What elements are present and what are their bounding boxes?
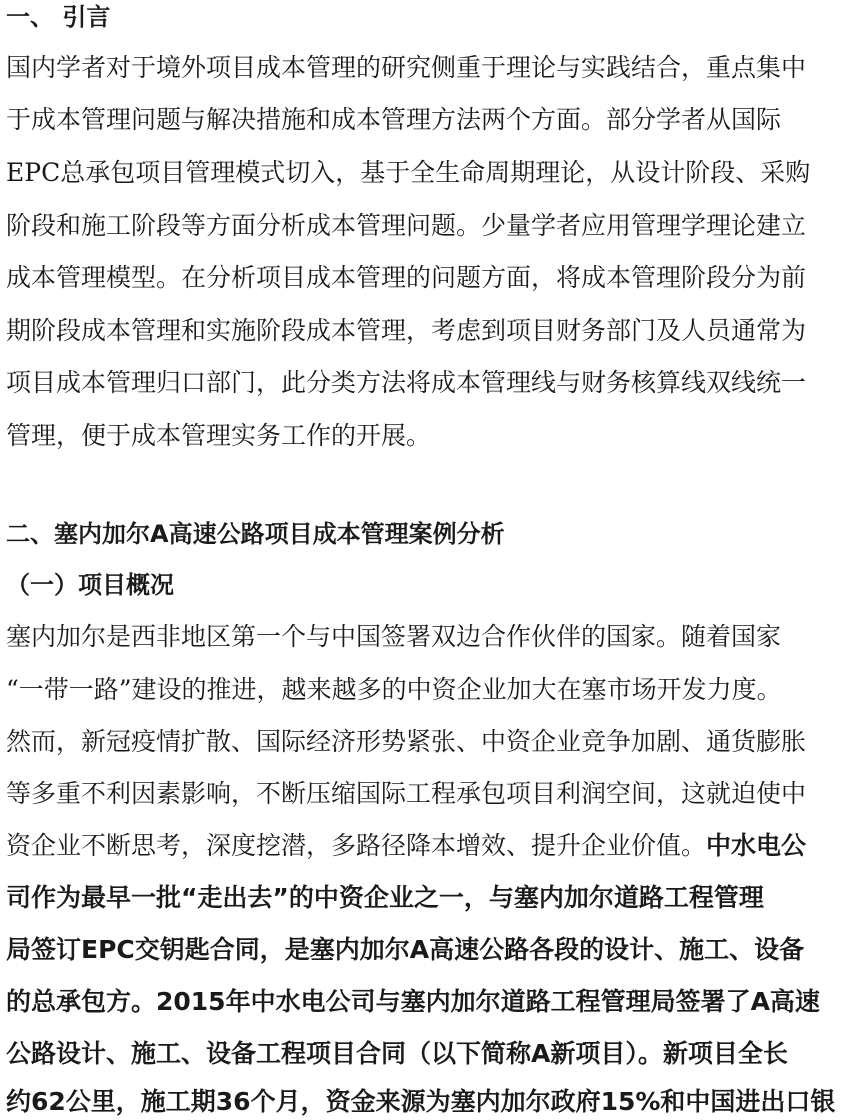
- section-heading-introduction: 一、 引言: [6, 3, 111, 31]
- subsection-heading-project-overview: （一）项目概况: [6, 571, 174, 599]
- paragraph-line: 然而，新冠疫情扩散、国际经济形势紧张、中资企业竞争加剧、通货膨胀: [6, 727, 807, 756]
- paragraph-line: 等多重不利因素影响，不断压缩国际工程承包项目利润空间，这就迫使中: [6, 779, 807, 808]
- paragraph-line: 期阶段成本管理和实施阶段成本管理，考虑到项目财务部门及人员通常为: [6, 316, 807, 345]
- paragraph-line: 于成本管理问题与解决措施和成本管理方法两个方面。部分学者从国际: [6, 105, 782, 134]
- paragraph-line: 成本管理模型。在分析项目成本管理的问题方面，将成本管理阶段分为前: [6, 263, 807, 292]
- paragraph-line: 管理，便于成本管理实务工作的开展。: [6, 421, 432, 450]
- paragraph-line: 国内学者对于境外项目成本管理的研究侧重于理论与实践结合，重点集中: [6, 53, 807, 82]
- paragraph-line: EPC总承包项目管理模式切入，基于全生命周期理论，从设计阶段、采购: [6, 158, 811, 187]
- bold-text-segment: 中水电公: [706, 831, 807, 860]
- paragraph-line: “一带一路”建设的推进，越来越多的中资企业加大在塞市场开发力度。: [6, 675, 782, 704]
- paragraph-line-mixed: [6, 830, 806, 862]
- bold-paragraph-line: 公路设计、施工、设备工程项目合同（以下简称A新项目）。新项目全长: [6, 1039, 788, 1068]
- regular-text-segment: 资企业不断思考，深度挖潜，多路径降本增效、提升企业价值。: [6, 831, 707, 860]
- bold-paragraph-line: 的总承包方。2015年中水电公司与塞内加尔道路工程管理局签署了A高速: [6, 987, 820, 1016]
- bold-paragraph-line: 司作为最早一批“走出去”的中资企业之一，与塞内加尔道路工程管理: [6, 883, 764, 912]
- section-heading-case-analysis: 二、塞内加尔A高速公路项目成本管理案例分析: [6, 520, 505, 548]
- paragraph-line: 项目成本管理归口部门，此分类方法将成本管理线与财务核算线双线统一: [6, 368, 807, 397]
- bold-paragraph-line: 约62公里，施工期36个月，资金来源为塞内加尔政府15%和中国进出口银: [6, 1087, 836, 1116]
- paragraph-line: 阶段和施工阶段等方面分析成本管理问题。少量学者应用管理学理论建立: [6, 211, 807, 240]
- paragraph-line: 塞内加尔是西非地区第一个与中国签署双边合作伙伴的国家。随着国家: [6, 622, 782, 651]
- bold-paragraph-line: 局签订EPC交钥匙合同，是塞内加尔A高速公路各段的设计、施工、设备: [6, 935, 805, 964]
